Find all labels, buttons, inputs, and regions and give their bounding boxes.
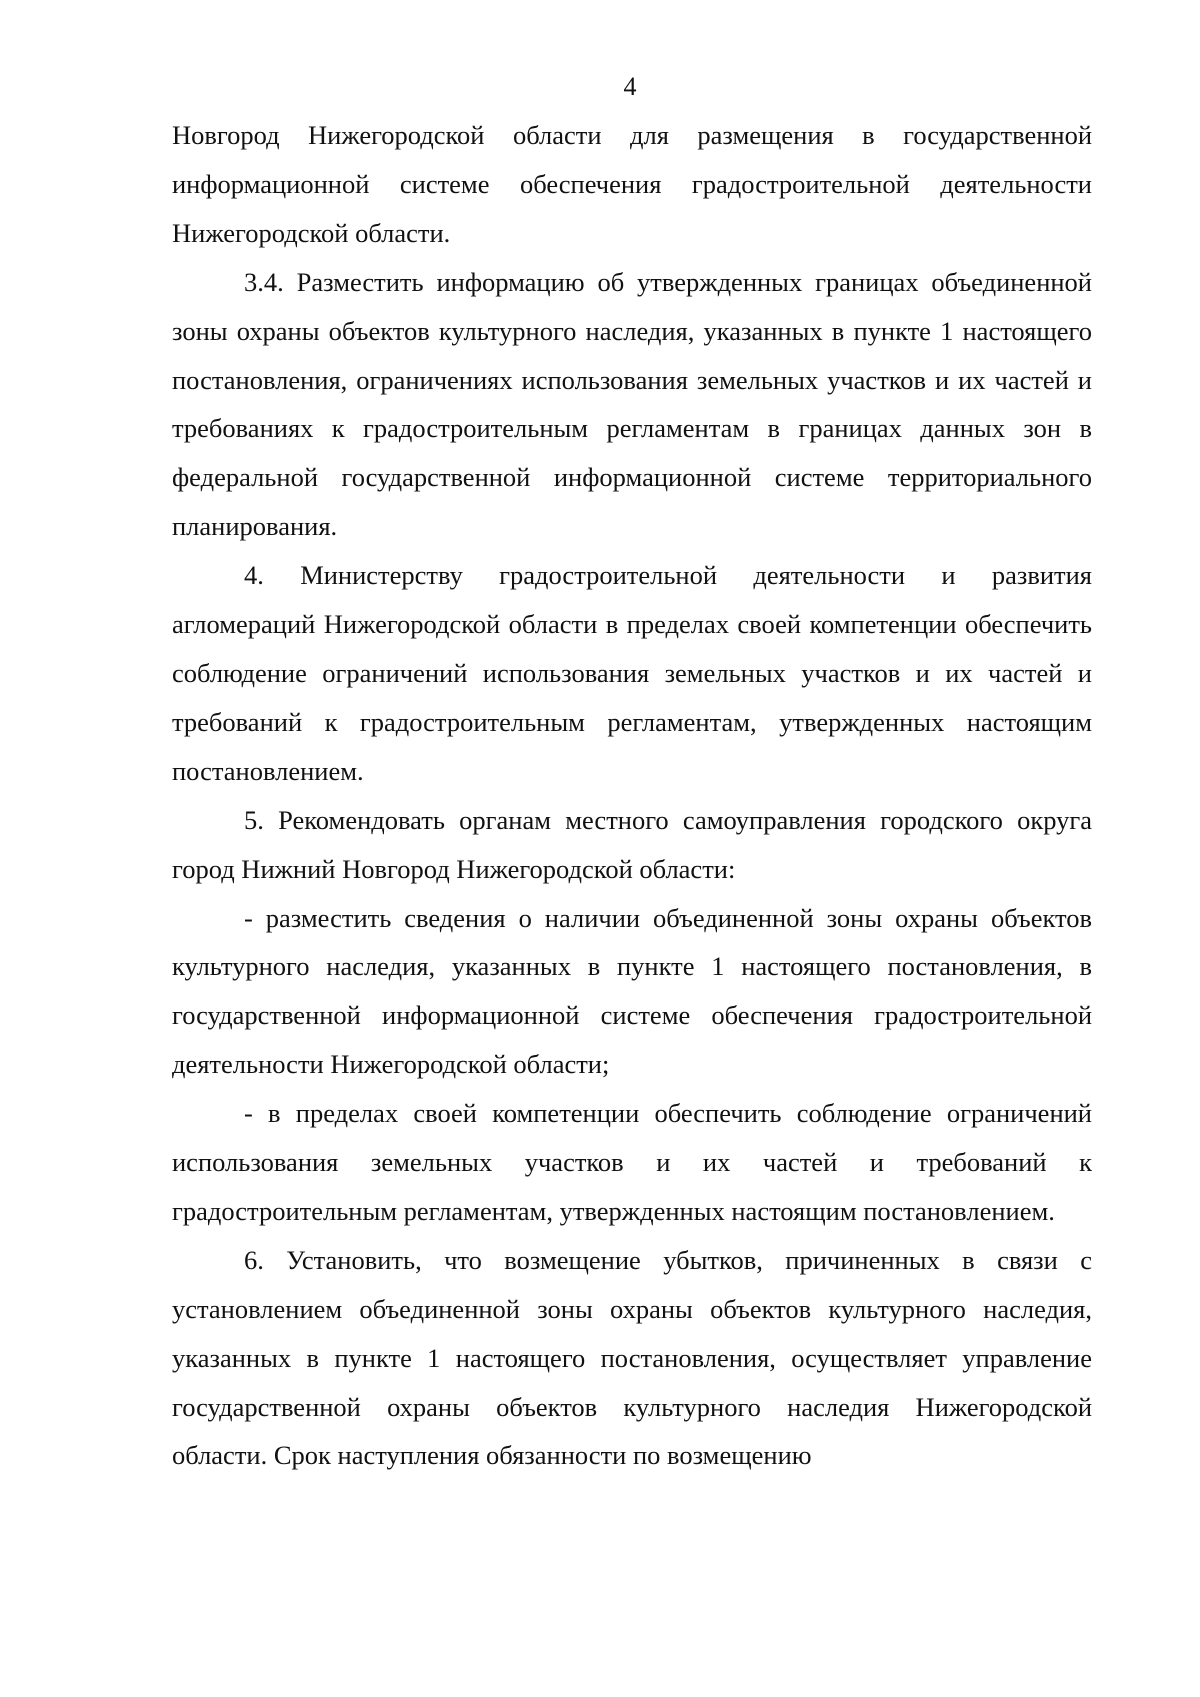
paragraph-item-5-dash-2: - в пределах своей компетенции обеспечить соблюдение ограничений использования земельных участков и их частей и требований к градостроительным регламентам, утвержденных настоящим постановлением. [172, 1098, 1092, 1226]
paragraph-item-4: 4. Министерству градостроительной деятельности и развития агломераций Нижегородской области в пределах своей компетенции обеспечить соблюдение ограничений использования земельных участков и их частей и требований к градостроительным регламентам, утвержденных настоящим постановлением. [172, 560, 1092, 786]
paragraph-item-6: 6. Установить, что возмещение убытков, причиненных в связи с установлением объединенной зоны охраны объектов культурного наследия, указанных в пункте 1 настоящего постановления, осуществляет управление государственной охраны объектов культурного наследия Нижегородской области. Срок наступления обязанности по возмещению [172, 1244, 1092, 1471]
paragraph-continuation: Новгород Нижегородской области для размещения в государственной информационной системе обеспечения градостроительной деятельности Нижегородской области. [172, 120, 1092, 248]
paragraph-item-5: 5. Рекомендовать органам местного самоуправления городского округа город Нижний Новгород Нижегородской области: [172, 804, 1092, 884]
document-body [172, 111, 1092, 1480]
paragraph-item-3-4: 3.4. Разместить информацию об утвержденных границах объединенной зоны охраны объектов культурного наследия, указанных в пункте 1 настоящего постановления, ограничениях использования земельных участков и их частей и требованиях к градостроительным регламентам в границах данных зон в федеральной государственной информационной системе территориального планирования. [172, 266, 1092, 542]
page-number: 4 [623, 72, 637, 101]
paragraph-item-5-dash-1: - разместить сведения о наличии объединенной зоны охраны объектов культурного наследия, указанных в пункте 1 настоящего постановления, в государственной информационной системе обеспечения градостроительной деятельности Нижегородской области; [172, 902, 1092, 1080]
